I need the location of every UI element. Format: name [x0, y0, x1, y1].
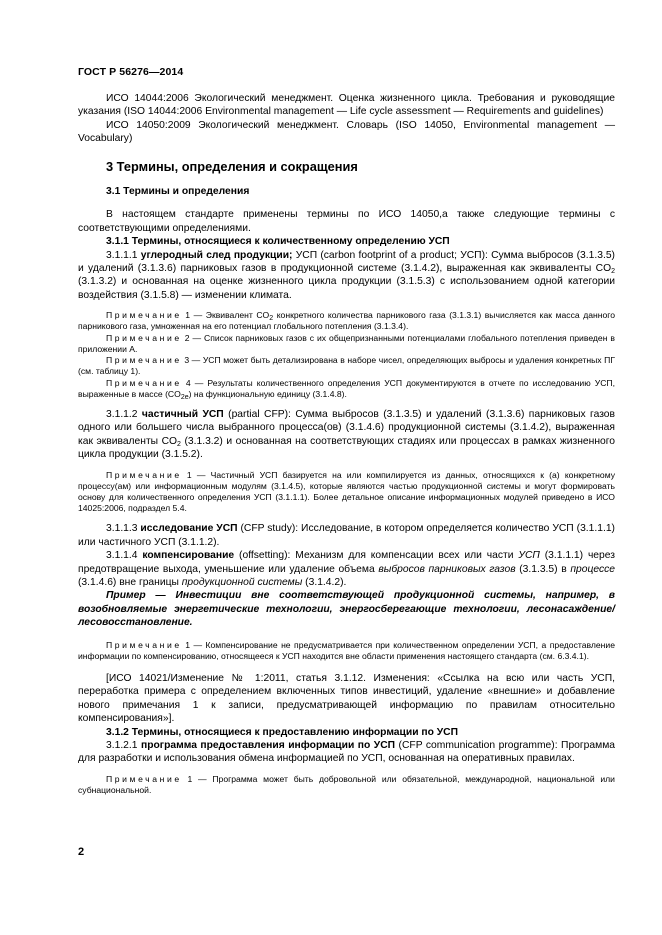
- term-definition: УСП (carbon footprint of a product; УСП): Сумма выбросов (3.1.3.5) и удалений (3.1.3.6) парниковых газов в продукционной системе (3.1.4.2), выраженная как эквиваленты CO: [78, 249, 615, 275]
- term-ref: продукционной системы: [181, 576, 303, 588]
- document-header: ГОСТ Р 56276—2014: [78, 66, 184, 78]
- page-number: 2: [78, 846, 85, 858]
- section-3-title: 3 Термины, определения и сокращения: [106, 158, 358, 174]
- example-paragraph: Пример — Инвестиции вне соответствующей продукционной системы, например, в возобновляемые энергетические технологии, энергосберегающие технологии, лесонасаждение/лесовосстановление.: [78, 590, 615, 629]
- term-definition-cont: (3.1.4.6) вне границы: [78, 576, 182, 588]
- note-label: Примечание: [106, 639, 182, 650]
- term-ref: УСП: [518, 550, 540, 562]
- note-1: [78, 310, 615, 332]
- note-text: 1 — Программа может быть добровольной или обязательной, международной, национальной или субнациональной.: [78, 773, 615, 796]
- term-name: компенсирование: [142, 550, 235, 562]
- note-2: [78, 333, 615, 355]
- subscript: 2: [611, 268, 615, 276]
- subscript: 2e: [180, 393, 189, 401]
- note-label: Примечание: [106, 469, 182, 480]
- note-label: Примечание: [106, 332, 182, 343]
- term-name: частичный УСП: [141, 408, 224, 420]
- subscript: 2: [269, 315, 274, 323]
- note-text: 1 — Частичный УСП базируется на или компилируется из данных, относящихся к (а) конкретному процессу(ам) или информационным модулям (3.1.4.5), которые являются частью продукционной системы и могут формировать основу для количественного определения УСП (3.1.1.1). Более детальное описание информационных модулей приведено в ИСО 14025:2006, подраздел 5.4.: [78, 469, 615, 514]
- note-text-cont: ) на функциональную единицу (3.1.4.8).: [188, 388, 347, 399]
- note-label: Примечание: [106, 773, 182, 784]
- note-text: 2 — Список парниковых газов с их общепризнанными потенциалами глобального потепления приведен в приложении А.: [78, 332, 615, 354]
- term-name: программа предоставления информации по УСП: [141, 740, 396, 752]
- section-3-1-2-title: 3.1.2 Термины, относящиеся к предоставлению информации по УСП: [106, 726, 458, 738]
- note-label: Примечание: [106, 377, 182, 388]
- note-text: 4 — Результаты количественного определения УСП документируются в отчете по исследованию УСП, выраженные в массе (CO: [78, 377, 615, 399]
- note-offsetting: [78, 640, 615, 662]
- term-definition: (offsetting): Механизм для компенсации всех или части: [234, 550, 519, 562]
- note-text: 1 — Компенсирование не предусматривается при количественном определении УСП, а предоставление информации по компенсированию, относящееся к УСП находится вне области применения настоящего стандарта (см. 6.3.4.1).: [78, 639, 615, 661]
- reference-iso-14050: ИСО 14050:2009 Экологический менеджмент. Словарь (ISO 14050, Environmental management — Vocabulary): [78, 119, 615, 145]
- term-definition: (partial CFP): Сумма выбросов (3.1.3.5) и удалений (3.1.3.6) парниковых газов одного или большего числа выбранного процесса(ов) (3.1.4.6) продукционной системы (3.1.4.2), выраженная как эквиваленты CO: [78, 408, 615, 447]
- term-number: 3.1.1.1: [106, 249, 141, 261]
- term-definition-cont: (3.1.3.2) и основанная на оценке жизненного цикла продукции (3.1.5.3) с использованием одной категории воздействия (3.1.5.8) — изменении климата.: [78, 276, 615, 301]
- term-definition: (CFP study): Исследование, в котором определяется количество УСП (3.1.1.1) или частичного УСП (3.1.1.2).: [78, 523, 615, 548]
- term-number: 3.1.1.2: [106, 408, 142, 420]
- section-3-1-title: 3.1 Термины и определения: [106, 186, 250, 198]
- reference-iso-14044: ИСО 14044:2006 Экологический менеджмент. Оценка жизненного цикла. Требования и руководящие указания (ISO 14044:2006 Environmental management — Life cycle assessment — Requirements and guidelines): [78, 93, 615, 118]
- term-name: углеродный след продукции;: [140, 249, 293, 261]
- section-3-1-1-title: 3.1.1 Термины, относящиеся к количественному определению УСП: [106, 236, 450, 248]
- note-text: 3 — УСП может быть детализирована в наборе чисел, определяющих выбросы и удаления конкретных ПГ (см. таблицу 1).: [78, 355, 615, 377]
- note-partial-cfp: [78, 470, 615, 515]
- term-ref: процессе: [570, 563, 616, 575]
- term-definition: (CFP communication programme): Программа для разработки и использования обмена информацией по УСП, основанная на оперативных правилах.: [78, 740, 615, 765]
- term-3-1-1-3: [78, 522, 615, 549]
- note-text-cont: конкретного количества парникового газа (3.1.3.1) вычисляется как масса данного парникового газа, умноженная на его потенциал глобального потепления (3.1.3.4).: [78, 310, 615, 332]
- amendment-paragraph: [ИСО 14021/Изменение № 1:2011, статья 3.1.12. Изменения: «Ссылка на всю или часть УСП, переработка примера с определением включенных типов инвестиций, удаление «внешние» и добавление нового примечания 1 к записи, предусматривающей информацию по правилам относительно компенсирования»].: [78, 673, 615, 725]
- subscript: 2: [177, 440, 181, 448]
- note-label: Примечание: [106, 355, 182, 366]
- term-3-1-1-2: [78, 408, 615, 462]
- note-label: Примечание: [106, 310, 182, 321]
- term-definition-cont: (3.1.3.5) в: [515, 563, 571, 575]
- term-3-1-1-1: [78, 249, 615, 303]
- note-4: [78, 378, 615, 400]
- term-3-1-1-4: [78, 549, 615, 589]
- note-3: [78, 355, 615, 377]
- intro-paragraph: В настоящем стандарте применены термины по ИСО 14050,а также следующие термины с соответствующими определениями.: [78, 209, 615, 234]
- term-ref: выбросов парниковых газов: [378, 563, 516, 575]
- term-definition-cont: (3.1.1.1) через предотвращение выхода, уменьшение или удаление объема: [78, 550, 615, 575]
- term-number: 3.1.2.1: [106, 740, 141, 752]
- note-text: 1 — Эквивалент CO: [181, 310, 270, 321]
- term-definition-cont: (3.1.4.2).: [302, 576, 347, 588]
- term-number: 3.1.1.3: [106, 523, 141, 535]
- note-programme: [78, 774, 615, 796]
- term-definition-cont: (3.1.3.2) и основанная на соответствующих стадиях или процессах в рамках жизненного цикла продукции (3.1.5.2).: [78, 435, 616, 461]
- term-number: 3.1.1.4: [106, 550, 143, 562]
- term-3-1-2-1: [78, 739, 615, 766]
- page-content: [78, 92, 615, 796]
- term-name: исследование УСП: [140, 523, 238, 535]
